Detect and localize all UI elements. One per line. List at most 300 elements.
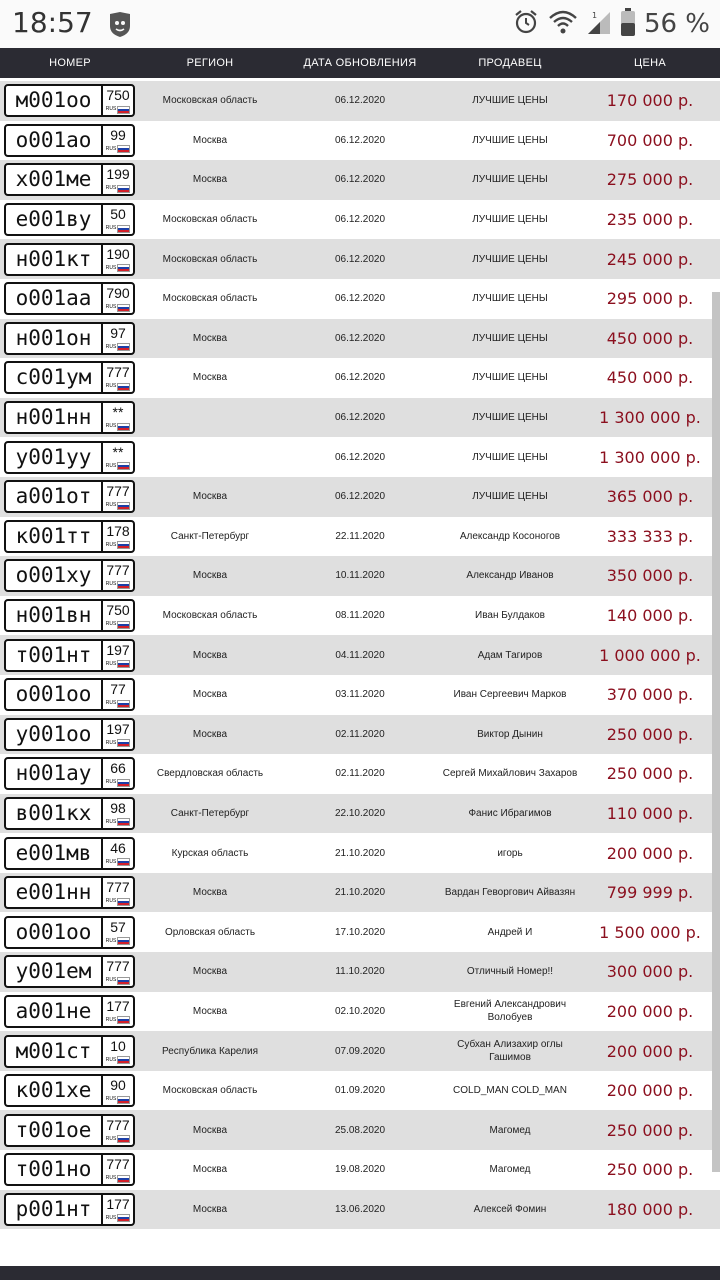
table-row[interactable] — [0, 239, 720, 279]
plate-rus — [106, 658, 131, 671]
russia-flag-icon — [117, 937, 130, 945]
plate-region-box — [103, 522, 133, 551]
plate-rus — [106, 618, 131, 631]
table-row[interactable] — [0, 1150, 720, 1190]
price-cell: 275 000 р. — [606, 170, 694, 190]
plate-region-code: 750 — [106, 602, 130, 619]
plate-rus-label: RUS — [105, 225, 117, 232]
region-cell: Московская область — [162, 95, 258, 107]
header-number[interactable]: НОМЕР — [49, 57, 91, 69]
seller-cell[interactable]: Евгений Александрович Волобуев — [453, 999, 567, 1024]
plate-region-code: 99 — [110, 126, 126, 143]
region-cell: Москва — [192, 1203, 228, 1215]
plate-cell[interactable] — [0, 678, 140, 711]
plate-cell[interactable] — [0, 322, 140, 355]
table-row[interactable] — [0, 358, 720, 398]
header-price[interactable]: ЦЕНА — [634, 57, 666, 69]
plate-region-code: 57 — [110, 918, 126, 935]
table-row[interactable] — [0, 279, 720, 319]
plate-cell[interactable] — [0, 955, 140, 988]
plate-number: р001нт — [6, 1195, 103, 1224]
plate-region-box — [103, 839, 133, 868]
plate-region-code: 777 — [106, 879, 130, 896]
plate-rus — [106, 222, 131, 235]
plate-region-box — [103, 245, 133, 274]
price-cell: 140 000 р. — [606, 606, 694, 626]
plate-number: о001ао — [6, 126, 103, 155]
plate-rus-label: RUS — [105, 541, 117, 548]
seller-cell[interactable]: Иван Сергеевич Марков — [453, 689, 567, 701]
license-plate[interactable] — [4, 757, 135, 790]
license-plate[interactable] — [4, 1114, 135, 1147]
table-row[interactable] — [0, 992, 720, 1032]
plate-rus-label: RUS — [105, 264, 117, 271]
header-region[interactable]: РЕГИОН — [186, 57, 234, 69]
price-cell: 200 000 р. — [606, 843, 694, 863]
license-plate[interactable] — [4, 916, 135, 949]
plate-number: м001ст — [6, 1037, 103, 1066]
plate-number: е001мв — [6, 839, 103, 868]
plate-cell[interactable] — [0, 599, 140, 632]
license-plate[interactable] — [4, 163, 135, 196]
plate-number: у001ем — [6, 957, 103, 986]
plate-rus — [106, 420, 131, 433]
plate-number: н001ау — [6, 759, 103, 788]
table-row[interactable] — [0, 596, 720, 636]
license-plate[interactable] — [4, 322, 135, 355]
license-plate[interactable] — [4, 1074, 135, 1107]
table-row[interactable] — [0, 319, 720, 359]
plate-number: к001хе — [6, 1076, 103, 1105]
table-row[interactable] — [0, 556, 720, 596]
date-cell: 06.12.2020 — [334, 372, 386, 384]
russia-flag-icon — [117, 621, 130, 629]
russia-flag-icon — [117, 660, 130, 668]
license-plate[interactable] — [4, 203, 135, 236]
plate-region-box — [103, 759, 133, 788]
license-plate[interactable] — [4, 1193, 135, 1226]
plate-cell[interactable] — [0, 480, 140, 513]
plate-cell[interactable] — [0, 639, 140, 672]
russia-flag-icon — [117, 1016, 130, 1024]
plate-number: о001аа — [6, 284, 103, 313]
seller-cell[interactable]: Фанис Ибрагимов — [468, 807, 552, 819]
date-cell: 06.12.2020 — [334, 95, 386, 107]
table-row[interactable] — [0, 437, 720, 477]
license-plate[interactable] — [4, 520, 135, 553]
price-cell: 300 000 р. — [606, 962, 694, 982]
plate-number: е001нн — [6, 878, 103, 907]
date-cell: 06.12.2020 — [334, 451, 386, 463]
plate-region-code: 177 — [106, 997, 130, 1014]
russia-flag-icon — [117, 264, 130, 272]
russia-flag-icon — [117, 818, 130, 826]
price-cell: 245 000 р. — [606, 249, 694, 269]
table-row[interactable] — [0, 160, 720, 200]
date-cell: 06.12.2020 — [334, 214, 386, 226]
date-cell: 06.12.2020 — [334, 293, 386, 305]
table-row[interactable] — [0, 200, 720, 240]
alarm-icon — [512, 8, 540, 40]
price-cell: 1 300 000 р. — [599, 447, 701, 467]
russia-flag-icon — [117, 343, 130, 351]
license-plate[interactable] — [4, 84, 135, 117]
plate-rus-label: RUS — [105, 502, 117, 509]
table-row[interactable] — [0, 477, 720, 517]
region-cell: Курская область — [171, 847, 249, 859]
seller-cell[interactable]: Алексей Фомин — [473, 1203, 547, 1215]
price-cell: 250 000 р. — [606, 1160, 694, 1180]
plate-rus — [106, 499, 131, 512]
plate-number: у001уу — [6, 443, 103, 472]
table-row[interactable] — [0, 873, 720, 913]
region-cell: Москва — [192, 134, 228, 146]
plate-rus-label: RUS — [105, 1016, 117, 1023]
license-plate[interactable] — [4, 797, 135, 830]
seller-cell[interactable]: ЛУЧШИЕ ЦЕНЫ — [472, 491, 548, 503]
plate-rus — [106, 737, 131, 750]
plate-rus — [106, 380, 131, 393]
plate-number: т001ое — [6, 1116, 103, 1145]
plate-region-box — [103, 86, 133, 115]
seller-cell[interactable]: ЛУЧШИЕ ЦЕНЫ — [472, 412, 548, 424]
russia-flag-icon — [117, 739, 130, 747]
plate-cell[interactable] — [0, 520, 140, 553]
region-cell: Москва — [192, 966, 228, 978]
status-time: 18:57 — [12, 6, 93, 39]
price-cell: 1 300 000 р. — [599, 408, 701, 428]
plate-number: о001ху — [6, 561, 103, 590]
seller-cell[interactable]: ЛУЧШИЕ ЦЕНЫ — [472, 451, 548, 463]
plate-cell[interactable] — [0, 1035, 140, 1068]
table-row[interactable] — [0, 952, 720, 992]
seller-cell[interactable]: Адам Тагиров — [477, 649, 543, 661]
seller-cell[interactable]: Магомед — [489, 1164, 531, 1176]
plate-region-box — [103, 561, 133, 590]
region-cell: Московская область — [162, 293, 258, 305]
russia-flag-icon — [117, 1175, 130, 1183]
plate-cell[interactable] — [0, 243, 140, 276]
plate-cell[interactable] — [0, 441, 140, 474]
russia-flag-icon — [117, 423, 130, 431]
price-cell: 333 333 р. — [606, 526, 694, 546]
plate-region-code: 197 — [106, 641, 130, 658]
date-cell: 13.06.2020 — [334, 1203, 386, 1215]
price-cell: 180 000 р. — [606, 1199, 694, 1219]
status-bar — [0, 0, 720, 48]
price-cell: 235 000 р. — [606, 210, 694, 230]
plate-number: с001ум — [6, 363, 103, 392]
plate-number: у001оо — [6, 720, 103, 749]
seller-cell[interactable]: ЛУЧШИЕ ЦЕНЫ — [472, 214, 548, 226]
header-seller[interactable]: ПРОДАВЕЦ — [478, 57, 542, 69]
table-row[interactable] — [0, 754, 720, 794]
plate-cell[interactable] — [0, 757, 140, 790]
plate-region-code: 97 — [110, 324, 126, 341]
russia-flag-icon — [117, 462, 130, 470]
plate-cell[interactable] — [0, 1153, 140, 1186]
seller-cell[interactable]: ЛУЧШИЕ ЦЕНЫ — [472, 253, 548, 265]
table-row[interactable] — [0, 635, 720, 675]
region-cell: Санкт-Петербург — [170, 530, 250, 542]
plate-region-box — [103, 403, 133, 432]
date-cell: 06.12.2020 — [334, 412, 386, 424]
plate-cell[interactable] — [0, 84, 140, 117]
plate-rus-label: RUS — [105, 700, 117, 707]
price-cell: 450 000 р. — [606, 328, 694, 348]
seller-cell[interactable]: COLD_MAN COLD_MAN — [453, 1085, 567, 1097]
seller-cell[interactable]: Отличный Номер!! — [466, 966, 554, 978]
table-row[interactable] — [0, 1031, 720, 1071]
region-cell: Санкт-Петербург — [170, 807, 250, 819]
seller-cell[interactable]: ЛУЧШИЕ ЦЕНЫ — [472, 134, 548, 146]
plate-region-code: 46 — [110, 839, 126, 856]
table-row[interactable] — [0, 398, 720, 438]
region-cell: Московская область — [162, 610, 258, 622]
plate-number: н001он — [6, 324, 103, 353]
plate-rus — [106, 1133, 131, 1146]
license-plate[interactable] — [4, 441, 135, 474]
plate-cell[interactable] — [0, 361, 140, 394]
region-cell: Москва — [192, 332, 228, 344]
plate-cell[interactable] — [0, 837, 140, 870]
region-cell: Москва — [192, 491, 228, 503]
plate-rus — [106, 816, 131, 829]
price-cell: 350 000 р. — [606, 566, 694, 586]
plate-region-box — [103, 363, 133, 392]
plate-region-box — [103, 205, 133, 234]
price-cell: 370 000 р. — [606, 685, 694, 705]
header-date[interactable]: ДАТА ОБНОВЛЕНИЯ — [303, 57, 417, 69]
license-plate[interactable] — [4, 718, 135, 751]
russia-flag-icon — [117, 1096, 130, 1104]
plate-rus-label: RUS — [105, 1214, 117, 1221]
seller-cell[interactable]: ЛУЧШИЕ ЦЕНЫ — [472, 95, 548, 107]
seller-cell[interactable]: ЛУЧШИЕ ЦЕНЫ — [472, 332, 548, 344]
table-row[interactable] — [0, 794, 720, 834]
date-cell: 21.10.2020 — [334, 847, 386, 859]
plate-rus-label: RUS — [105, 383, 117, 390]
date-cell: 21.10.2020 — [334, 887, 386, 899]
plate-region-code: 178 — [106, 522, 130, 539]
license-plate[interactable] — [4, 1035, 135, 1068]
license-plate[interactable] — [4, 955, 135, 988]
seller-cell[interactable]: Субхан Ализахир оглы Гашимов — [457, 1039, 563, 1064]
region-cell: Московская область — [162, 1085, 258, 1097]
plate-region-box — [103, 799, 133, 828]
seller-cell[interactable]: ЛУЧШИЕ ЦЕНЫ — [472, 372, 548, 384]
license-plate[interactable] — [4, 124, 135, 157]
seller-cell[interactable]: ЛУЧШИЕ ЦЕНЫ — [472, 174, 548, 186]
license-plate[interactable] — [4, 678, 135, 711]
plate-region-code: 50 — [110, 206, 126, 223]
plate-rus — [106, 262, 131, 275]
plate-region-code: 790 — [106, 285, 130, 302]
region-cell: Москва — [192, 570, 228, 582]
russia-flag-icon — [117, 779, 130, 787]
plate-cell[interactable] — [0, 876, 140, 909]
seller-cell[interactable]: Вардан Геворгович Айвазян — [444, 887, 576, 899]
plate-region-code: 750 — [106, 87, 130, 104]
seller-cell[interactable]: Сергей Михайлович Захаров — [442, 768, 578, 780]
plate-region-code: 777 — [106, 364, 130, 381]
plate-rus-label: RUS — [105, 1175, 117, 1182]
seller-cell[interactable]: Виктор Дынин — [477, 728, 543, 740]
license-plate[interactable] — [4, 639, 135, 672]
plate-cell[interactable] — [0, 1074, 140, 1107]
plate-rus — [106, 1093, 131, 1106]
plate-rus-label: RUS — [105, 898, 117, 905]
plate-rus-label: RUS — [105, 937, 117, 944]
seller-cell[interactable]: Андрей И — [487, 926, 533, 938]
plate-rus-label: RUS — [105, 581, 117, 588]
region-cell: Москва — [192, 1124, 228, 1136]
date-cell: 11.10.2020 — [335, 966, 385, 978]
plate-region-box — [103, 1195, 133, 1224]
region-cell: Москва — [192, 1005, 228, 1017]
plate-cell[interactable] — [0, 559, 140, 592]
region-cell: Москва — [192, 174, 228, 186]
plate-number: а001от — [6, 482, 103, 511]
russia-flag-icon — [117, 581, 130, 589]
plate-rus — [106, 301, 131, 314]
russia-flag-icon — [117, 304, 130, 312]
date-cell: 04.11.2020 — [335, 649, 385, 661]
license-plate[interactable] — [4, 243, 135, 276]
region-cell: Москва — [192, 728, 228, 740]
plate-region-box — [103, 324, 133, 353]
plate-cell[interactable] — [0, 797, 140, 830]
russia-flag-icon — [117, 106, 130, 114]
plate-region-code: ** — [112, 404, 124, 421]
table-row[interactable] — [0, 833, 720, 873]
table-header — [0, 48, 720, 78]
seller-cell[interactable]: ЛУЧШИЕ ЦЕНЫ — [472, 293, 548, 305]
license-plate[interactable] — [4, 599, 135, 632]
plate-number: т001но — [6, 1155, 103, 1184]
license-plate[interactable] — [4, 361, 135, 394]
russia-flag-icon — [117, 502, 130, 510]
plate-cell[interactable] — [0, 124, 140, 157]
plate-rus-label: RUS — [105, 660, 117, 667]
region-cell: Московская область — [162, 214, 258, 226]
price-cell: 700 000 р. — [606, 130, 694, 150]
plate-region-code: 197 — [106, 720, 130, 737]
plate-region-code: 777 — [106, 958, 130, 975]
date-cell: 08.11.2020 — [335, 610, 385, 622]
plate-cell[interactable] — [0, 401, 140, 434]
date-cell: 02.10.2020 — [334, 1005, 386, 1017]
plate-rus-label: RUS — [105, 185, 117, 192]
price-cell: 170 000 р. — [606, 91, 694, 111]
seller-cell[interactable]: игорь — [497, 847, 523, 859]
price-cell: 250 000 р. — [606, 1120, 694, 1140]
license-plate[interactable] — [4, 837, 135, 870]
date-cell: 07.09.2020 — [334, 1045, 386, 1057]
plate-cell[interactable] — [0, 1193, 140, 1226]
plate-region-code: 777 — [106, 1156, 130, 1173]
license-plate[interactable] — [4, 480, 135, 513]
license-plate[interactable] — [4, 995, 135, 1028]
license-plate[interactable] — [4, 401, 135, 434]
plate-region-box — [103, 641, 133, 670]
table-row[interactable] — [0, 912, 720, 952]
license-plate[interactable] — [4, 1153, 135, 1186]
seller-cell[interactable]: Александр Иванов — [466, 570, 554, 582]
russia-flag-icon — [117, 1214, 130, 1222]
price-cell: 799 999 р. — [606, 883, 694, 903]
price-cell: 1 000 000 р. — [599, 645, 701, 665]
scrollbar[interactable] — [712, 292, 720, 1172]
region-cell: Московская область — [162, 253, 258, 265]
license-plate[interactable] — [4, 559, 135, 592]
table-row[interactable] — [0, 121, 720, 161]
date-cell: 02.11.2020 — [335, 768, 385, 780]
license-plate[interactable] — [4, 876, 135, 909]
table-row[interactable] — [0, 675, 720, 715]
seller-cell[interactable]: Иван Булдаков — [475, 610, 545, 622]
region-cell: Орловская область — [164, 926, 256, 938]
date-cell: 06.12.2020 — [334, 332, 386, 344]
region-cell: Республика Карелия — [162, 1045, 258, 1057]
plate-region-box — [103, 1116, 133, 1145]
plate-region-code: 777 — [106, 562, 130, 579]
date-cell: 22.11.2020 — [335, 530, 385, 542]
table-row[interactable] — [0, 81, 720, 121]
plate-rus-label: RUS — [105, 779, 117, 786]
plate-cell[interactable] — [0, 282, 140, 315]
plate-number: т001нт — [6, 641, 103, 670]
plate-region-box — [103, 284, 133, 313]
seller-cell[interactable]: Магомед — [489, 1124, 531, 1136]
plate-region-box — [103, 720, 133, 749]
plate-cell[interactable] — [0, 203, 140, 236]
table-row[interactable] — [0, 1110, 720, 1150]
plate-region-box — [103, 1037, 133, 1066]
table-row[interactable] — [0, 1071, 720, 1111]
table-row[interactable] — [0, 715, 720, 755]
table-row[interactable] — [0, 517, 720, 557]
seller-cell[interactable]: Александр Косоногов — [459, 530, 561, 542]
date-cell: 02.11.2020 — [335, 728, 385, 740]
license-plate[interactable] — [4, 282, 135, 315]
russia-flag-icon — [117, 700, 130, 708]
plate-rus — [106, 539, 131, 552]
plate-cell[interactable] — [0, 1114, 140, 1147]
plate-region-code: 190 — [106, 245, 130, 262]
plate-cell[interactable] — [0, 718, 140, 751]
plate-cell[interactable] — [0, 916, 140, 949]
signal-icon — [586, 8, 612, 40]
plate-cell[interactable] — [0, 995, 140, 1028]
table-row[interactable] — [0, 1190, 720, 1230]
plate-rus — [106, 895, 131, 908]
plate-number: о001оо — [6, 918, 103, 947]
plate-region-code: ** — [112, 443, 124, 460]
listings-table — [0, 81, 720, 1229]
region-cell: Москва — [192, 649, 228, 661]
plate-rus — [106, 1172, 131, 1185]
plate-number: о001оо — [6, 680, 103, 709]
russia-flag-icon — [117, 898, 130, 906]
plate-rus-label: RUS — [105, 343, 117, 350]
plate-region-code: 777 — [106, 483, 130, 500]
region-cell: Москва — [192, 887, 228, 899]
price-cell: 200 000 р. — [606, 1001, 694, 1021]
plate-cell[interactable] — [0, 163, 140, 196]
app-badge-icon — [106, 10, 134, 38]
date-cell: 22.10.2020 — [334, 807, 386, 819]
